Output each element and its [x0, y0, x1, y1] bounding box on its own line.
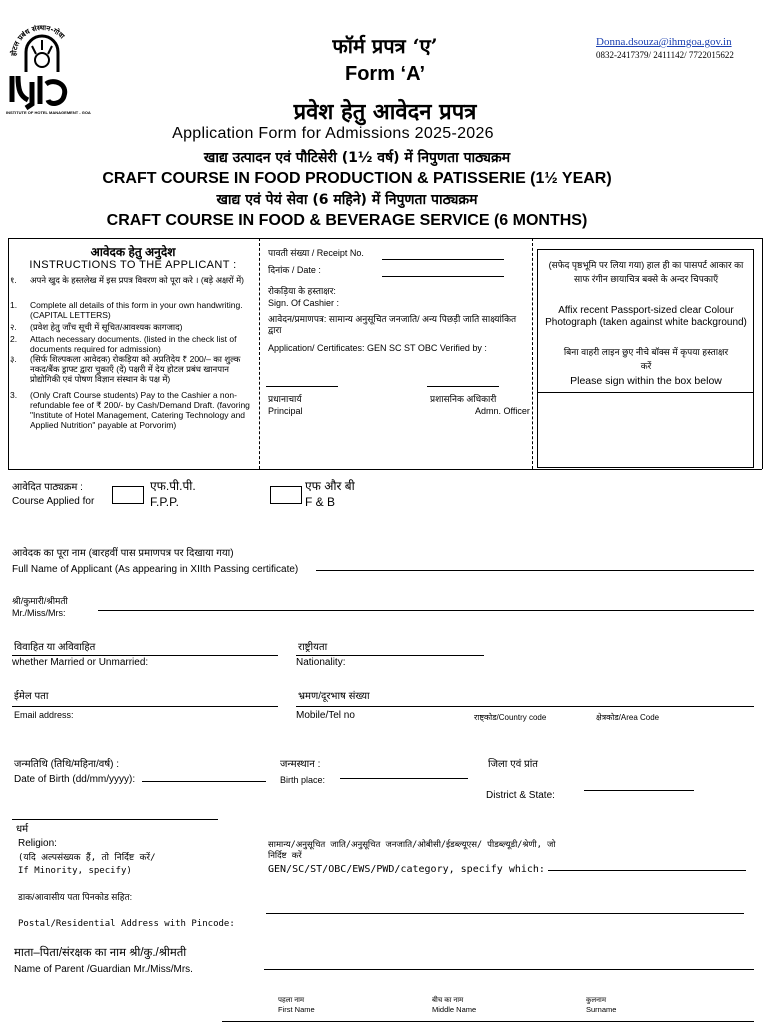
married-input-line[interactable] [12, 655, 278, 656]
address-input-line-1[interactable] [266, 913, 744, 914]
parent-label-hindi: माता–पिता/संरक्षक का नाम श्री/कु./श्रीमती [14, 947, 187, 959]
district-input-line[interactable] [584, 790, 694, 791]
birthplace-label: Birth place: [280, 775, 326, 785]
district-label: District & State: [486, 790, 555, 801]
mobile-label: Mobile/Tel no [296, 710, 355, 721]
signature-box[interactable] [537, 392, 754, 468]
admn-label: Admn. Officer [475, 406, 530, 416]
course2-title-hindi: खाद्य एवं पेयं सेवा (6 महिने) में निपुणता पाठ्यक्रम [216, 192, 478, 208]
category-input-line[interactable] [548, 870, 746, 871]
fpp-option: F.P.P. [150, 495, 179, 509]
dob-input-line[interactable] [142, 781, 266, 782]
date-label-hindi: दिनांक / [268, 265, 295, 275]
mobile-label-hindi: भ्रमण/दूरभाष संख्या [298, 691, 370, 702]
address-label-hindi: डाक/आवासीय पता पिनकोड सहित: [18, 892, 133, 902]
cashier-label: Sign. Of Cashier : [268, 298, 340, 308]
photo-instruction: Affix recent Passport-sized clear Colour Photograph (taken against white background) [545, 305, 747, 328]
box-divider-2 [532, 238, 533, 469]
nationality-label: Nationality: [296, 657, 346, 668]
instruction-item: १. अपने खुद के हस्तलेख में इस प्रपत्र विवरण को पूरा करे । (बड़े अक्षरों में) [10, 275, 244, 285]
course-label-hindi: आवेदित पाठ्यक्रम : [12, 482, 83, 493]
first-name-label: First Name [278, 1005, 315, 1014]
logo-caption: INSTITUTE OF HOTEL MANAGEMENT - GOA [6, 110, 91, 115]
surname-label: Surname [586, 1005, 617, 1014]
dob-label-hindi: जन्मतिथि (तिथि/महिना/वर्ष) : [14, 759, 120, 770]
category-label: GEN/SC/ST/OBC/EWS/PWD/category, specify which: [268, 864, 545, 875]
course1-title-hindi: खाद्य उत्पादन एवं पौटिसेरी (1½ वर्ष) में निपुणता पाठ्यक्रम [203, 150, 511, 166]
fb-checkbox[interactable] [270, 486, 302, 504]
religion-label-hindi: धर्म [16, 824, 29, 835]
surname-label-hindi: कुलनाम [586, 997, 607, 1004]
principal-label-hindi: प्रधानाचार्य [268, 394, 302, 404]
nationality-label-hindi: राष्ट्रीयता [298, 642, 328, 653]
parent-name-parts-line[interactable] [222, 1021, 754, 1022]
photo-instruction-hindi: (सफेद पृष्ठभूमि पर लिया गया) हाल ही का पासपर्ट आकार का साफ रंगीन छायाचित्र बक्से के अन्दर चिपकाएँ [548, 260, 744, 284]
fullname-label-hindi: आवेदक का पूरा नाम (बारहवीं पास प्रमाणपत्र पर दिखाया गया) [12, 548, 234, 559]
address-label: Postal/Residential Address with Pincode: [18, 919, 235, 929]
course1-title: CRAFT COURSE IN FOOD PRODUCTION & PATISSERIE (1½ YEAR) [102, 170, 612, 187]
instruction-item: 1. Complete all details of this form in your own handwriting. (CAPITAL LETTERS) [10, 300, 243, 320]
course-label: Course Applied for [12, 496, 95, 507]
box-right-border [762, 238, 763, 469]
area-code-label: क्षेत्रकोड/Area Code [596, 713, 660, 722]
fullname-input-line[interactable] [316, 570, 754, 571]
country-code-label: राष्ट्कोड/Country code [474, 713, 547, 722]
cashier-label-hindi: रोकड़िया के हस्ताक्षर: [268, 286, 336, 296]
box-top-border [8, 238, 762, 239]
fb-option: F & B [305, 495, 336, 509]
fb-option-hindi: एफ और बी [305, 479, 355, 493]
box-divider-1 [259, 238, 260, 469]
birthplace-label-hindi: जन्मस्थान : [280, 759, 321, 770]
course2-title: CRAFT COURSE IN FOOD & BEVERAGE SERVICE (6 MONTHS) [106, 212, 588, 229]
svg-text:होटल प्रबंध संस्थान-गोवा: होटल प्रबंध संस्थान-गोवा [9, 23, 66, 57]
middle-name-label-hindi: बीच का नाम [432, 997, 464, 1004]
title-label-hindi: श्री/कुमारी/श्रीमती [12, 596, 68, 606]
married-label: whether Married or Unmarried: [12, 657, 149, 668]
instruction-item: ३. (सिर्फ शिल्पकला आवेदक) रोकड़िया को अप्रतिदेय ₹ 200/– का शुल्क नकद/बैंक ड्राफ्ट द्वारा चुकाएँ (दें) पक्षरी में देय होटल प्रबंध खानपान प्रोद्योगिकी एवं पोषण विज्ञान संस्थान के पक्ष में) [10, 354, 241, 384]
parent-input-line[interactable] [264, 969, 754, 970]
religion-label: Religion: [18, 838, 57, 849]
birthplace-input-line[interactable] [340, 778, 468, 779]
principal-sign-line[interactable] [266, 386, 338, 387]
admn-sign-line[interactable] [427, 386, 499, 387]
title-label: Mr./Miss/Mrs: [12, 608, 66, 618]
contact-phones: 0832-2417379/ 2411142/ 7722015622 [596, 50, 734, 60]
cert-label: Application/ Certificates: GEN SC ST OBC Verified by : [268, 343, 487, 353]
fullname-label: Full Name of Applicant (As appearing in XIIth Passing certificate) [12, 564, 299, 575]
parent-label: Name of Parent /Guardian Mr./Miss/Mrs. [14, 964, 193, 975]
date-line[interactable] [382, 276, 504, 277]
cert-label-hindi: आवेदन/प्रमाणपत्र: सामान्य अनुसूचित जनजाति/ अन्य पिछड़ी जाति साक्ष्यांकित द्वारा [268, 314, 517, 335]
admn-label-hindi: प्रशासनिक अधिकारी [430, 394, 497, 404]
signature-instruction: Please sign within the box below [570, 375, 722, 387]
instructions-title: INSTRUCTIONS TO THE APPLICANT : [29, 259, 237, 271]
district-label-hindi: जिला एवं प्रांत [488, 759, 539, 770]
instruction-item: 2. Attach necessary documents. (listed in the check list of documents required for admission) [10, 334, 237, 354]
contact-email-link[interactable]: Donna.dsouza@ihmgoa.gov.in [596, 36, 732, 48]
minority-label: If Minority, specify) [18, 866, 132, 876]
married-label-hindi: विवाहित या अविवाहित [14, 642, 96, 653]
date-label-english: Date : [296, 265, 321, 275]
category-label-hindi: सामान्य/अनुसूचित जाति/अनुसूचित जनजाति/ओबीसी/ईडब्ल्यूएस/ पीडब्ल्यूडी/श्रेणी, जो निर्दिष्ट करें [268, 840, 556, 861]
fpp-option-hindi: एफ.पी.पी. [150, 479, 196, 493]
page-title-hindi: प्रवेश हेतु आवेदन प्रपत्र [293, 99, 477, 125]
principal-label: Principal [268, 406, 303, 416]
fpp-checkbox[interactable] [112, 486, 144, 504]
instructions-title-hindi: आवेदक हेतु अनुदेश [90, 245, 176, 259]
date-label [268, 265, 321, 276]
religion-input-line[interactable] [12, 819, 218, 820]
minority-label-hindi: (यदि अल्पसंख्यक हैं, तो निर्दिष्ट करें/ [18, 853, 156, 863]
mobile-input-line[interactable] [296, 706, 754, 707]
email-label-hindi: ईमेल पता [14, 691, 49, 702]
first-name-label-hindi: पहला नाम [278, 997, 305, 1004]
nationality-input-line[interactable] [296, 655, 484, 656]
dob-label: Date of Birth (dd/mm/yyyy): [14, 774, 136, 785]
box-left-border [8, 238, 9, 469]
box-bottom-border [8, 469, 762, 470]
title-input-line[interactable] [98, 610, 754, 611]
form-title-english: Form ‘A’ [344, 63, 425, 85]
email-label: Email address: [14, 710, 74, 720]
receipt-line[interactable] [382, 259, 504, 260]
page-title: Application Form for Admissions 2025-2026 [172, 125, 494, 142]
email-input-line[interactable] [12, 706, 278, 707]
form-title-hindi: फॉर्म प्रपत्र ‘ए’ [332, 34, 438, 58]
middle-name-label: Middle Name [432, 1005, 477, 1014]
instruction-item: २. (प्रवेश हेतु जाँच सूची में सूचित/आवश्यक कागजाद) [10, 322, 183, 332]
receipt-label: पावती संख्या / Receipt No. [268, 248, 364, 258]
instruction-item: 3. (Only Craft Course students) Pay to the Cashier a non-refundable fee of ₹ 200/- by Cash/Demand Draft. (favoring "Institute of Hotel Management, Catering Technology and Applied Nutrition" payable at Porvorim) [10, 390, 250, 430]
signature-instruction-hindi: बिना वाहरी लाइन छुए नीचे बॉक्स में कृपया हस्ताक्षर करें [563, 347, 729, 371]
